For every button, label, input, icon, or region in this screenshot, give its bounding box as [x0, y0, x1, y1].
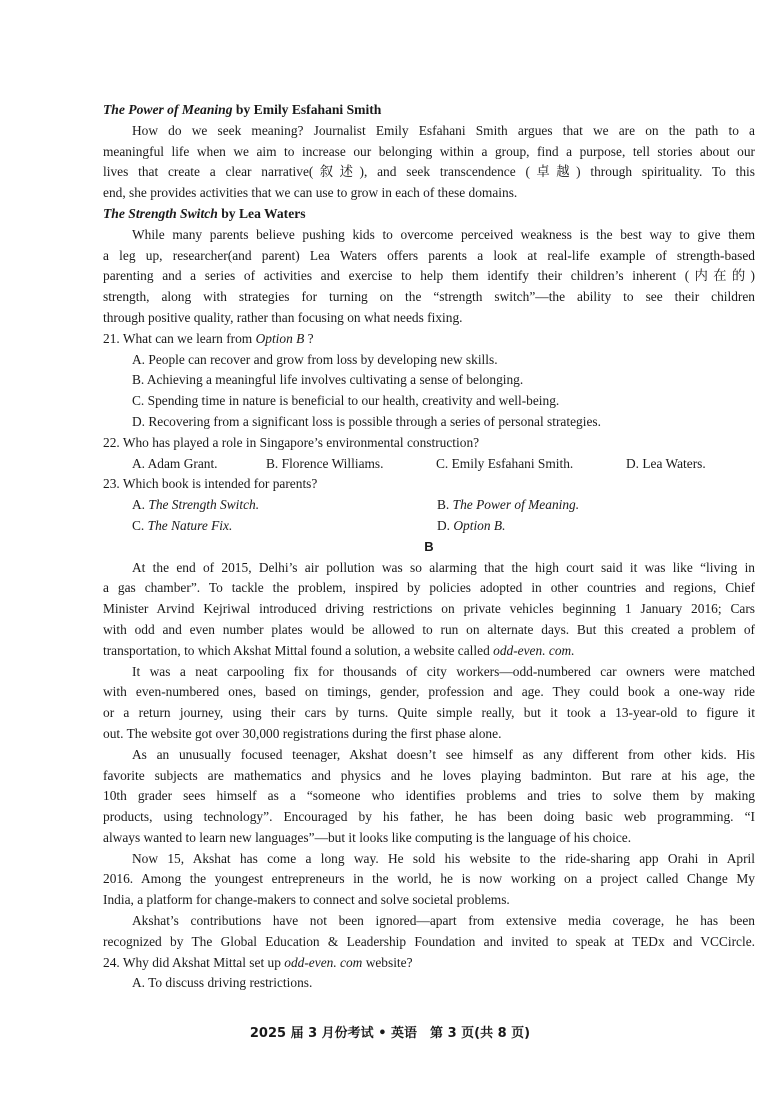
answer-option[interactable] [437, 495, 579, 516]
answer-option[interactable]: A. To discuss driving restrictions. [132, 975, 313, 991]
paragraph-line: through positive quality, rather than focusing on what needs fixing. [103, 309, 463, 325]
options-row [103, 454, 755, 475]
option-letter: B. [437, 497, 453, 513]
paragraph-line [103, 662, 755, 683]
paragraph-line [103, 890, 755, 911]
page-footer: 2025 届 3 月份考试 • 英语 第 3 页(共 8 页) [249, 1026, 531, 1041]
option-text: The Strength Switch. [148, 497, 260, 513]
paragraph-line [103, 786, 755, 807]
paragraph-line [103, 599, 755, 620]
option-text: The Nature Fix. [147, 517, 233, 533]
stem-italic: odd-even. com [284, 954, 363, 970]
line-text: favorite subjects are mathematics and physics and he loves playing badminton. But rare at his age, the [103, 767, 755, 783]
line-text: always wanted to learn new languages”—but it looks like computing is the language of his choice. [103, 829, 632, 845]
stem-italic: Option B [255, 330, 305, 346]
answer-option[interactable] [132, 516, 437, 537]
line-text: a gas chamber”. To tackle the problem, inspired by policies adopted in other countries and regions, Chief [103, 580, 755, 596]
answer-option[interactable]: B. Achieving a meaningful life involves cultivating a sense of belonging. [132, 372, 524, 388]
line-text: 2016. Among the youngest entrepreneurs in the world, he is now working on a project called Change My [103, 871, 755, 887]
paragraph-line: parenting and a series of activities and exercise to help them identify their children’s inherent (内在的) [103, 268, 755, 284]
website-name: odd-even. com. [493, 642, 575, 658]
stem-text: 21. What can we learn from [103, 330, 256, 346]
line-text: transportation, to which Akshat Mittal found a solution, a website called [103, 642, 494, 658]
question-22-stem: 22. Who has played a role in Singapore’s environmental construction? [103, 434, 480, 450]
paragraph-line [103, 641, 755, 662]
paragraph-line [103, 620, 755, 641]
line-text: recognized by The Global Education & Leadership Foundation and invited to speak at TEDx and VCCircle. [103, 933, 755, 949]
book-title: The Power of Meaning [103, 102, 233, 117]
answer-option[interactable]: A. Adam Grant. [132, 455, 218, 471]
section-heading: B [424, 538, 434, 554]
line-text: out. The website got over 30,000 registrations during the first phase alone. [103, 725, 502, 741]
book-title: The Strength Switch [103, 205, 218, 221]
option-text: The Power of Meaning. [452, 497, 580, 513]
answer-option[interactable]: C. Spending time in nature is beneficial to our health, creativity and well-being. [132, 393, 560, 409]
paragraph-line [103, 932, 755, 953]
question-23-stem: 23. Which book is intended for parents? [103, 476, 318, 492]
line-text: Now 15, Akshat has come a long way. He sold his website to the ride-sharing app Orahi in April [132, 850, 755, 866]
paragraph-line [103, 911, 755, 932]
stem-text: 24. Why did Akshat Mittal set up [103, 954, 285, 970]
paragraph-line: While many parents believe pushing kids to overcome perceived weakness is the best way to give them [132, 226, 755, 242]
paragraph-line [103, 828, 755, 849]
paragraph-line: a leg up, researcher(and parent) Lea Waters offers parents a look at real-life example of strength-based [103, 247, 755, 263]
book-author: by Lea Waters [217, 205, 306, 221]
stem-text: ? [304, 330, 314, 346]
book-heading [103, 100, 755, 121]
paragraph-line [103, 724, 755, 745]
line-text: products, using technology”. Encouraged by his father, he has been doing basic web programming. “I [103, 809, 755, 825]
paragraph-line: meaningful life when we aim to increase our belonging within a group, find a purpose, tell stories about our [103, 143, 755, 159]
exam-page [103, 100, 755, 994]
line-text: It was a neat carpooling fix for thousands of city workers—odd-numbered car owners were matched [132, 663, 755, 679]
answer-option[interactable] [132, 495, 437, 516]
answer-option[interactable]: A. People can recover and grow from loss by developing new skills. [132, 351, 498, 367]
paragraph-line: strength, along with strategies for turning on the “strength switch”—the ability to see their children [103, 289, 755, 305]
book-heading [103, 204, 755, 225]
line-text: Minister Arvind Kejriwal introduced driving restrictions on private vehicles beginning 1 January 2016; Cars [103, 601, 755, 617]
answer-option[interactable]: C. Emily Esfahani Smith. [436, 455, 574, 471]
line-text: 10th grader sees himself as a “someone who identifies problems and tries to solve them by making [103, 788, 755, 804]
line-text: India, a platform for change-makers to connect and solve societal problems. [103, 892, 510, 908]
paragraph-line [103, 578, 755, 599]
paragraph-line [103, 807, 755, 828]
options-row [103, 516, 755, 537]
paragraph-line [103, 703, 755, 724]
paragraph-line [103, 766, 755, 787]
answer-option[interactable]: D. Lea Waters. [626, 455, 706, 471]
paragraph-line [103, 558, 755, 579]
line-text: with even-numbered ones, based on timings, gender, profession and age. They could book a one-way ride [103, 684, 755, 700]
paragraph-line [103, 849, 755, 870]
line-text: Akshat’s contributions have not been ignored—apart from extensive media coverage, he has been [132, 913, 755, 929]
paragraph-line [103, 869, 755, 890]
passage-b [103, 558, 755, 953]
line-text: or a return journey, using their cars by turns. Quite simple really, but it took a 13-year-old to figure it [103, 705, 755, 721]
answer-option[interactable]: B. Florence Williams. [266, 455, 384, 471]
question-24-stem [103, 953, 755, 974]
option-text: Option B. [453, 517, 506, 533]
stem-text: website? [362, 954, 413, 970]
answer-option[interactable] [437, 516, 505, 537]
line-text: As an unusually focused teenager, Akshat doesn’t see himself as any different from other kids. His [132, 746, 755, 762]
paragraph-line: How do we seek meaning? Journalist Emily Esfahani Smith argues that we are on the path to a [132, 122, 755, 138]
option-letter: D. [437, 517, 454, 533]
option-letter: A. [132, 497, 149, 513]
line-text: with odd and even number plates would be allowed to run on alternate days. But this created a problem of [103, 621, 755, 637]
paragraph-line [103, 745, 755, 766]
line-text: At the end of 2015, Delhi’s air pollution was so alarming that the high court said it was like “living in [132, 559, 755, 575]
paragraph-line [103, 682, 755, 703]
answer-option[interactable]: D. Recovering from a significant loss is possible through a series of personal strategies. [132, 413, 601, 429]
paragraph-line: lives that create a clear narrative(叙述), and seek transcendence (卓越) through spirituality. To this [103, 164, 755, 180]
book-author: by Emily Esfahani Smith [232, 102, 382, 117]
option-letter: C. [132, 517, 148, 533]
options-row [103, 495, 755, 516]
question-21-stem [103, 329, 755, 350]
paragraph-line: end, she provides activities that we can use to grow in each of these domains. [103, 185, 518, 201]
